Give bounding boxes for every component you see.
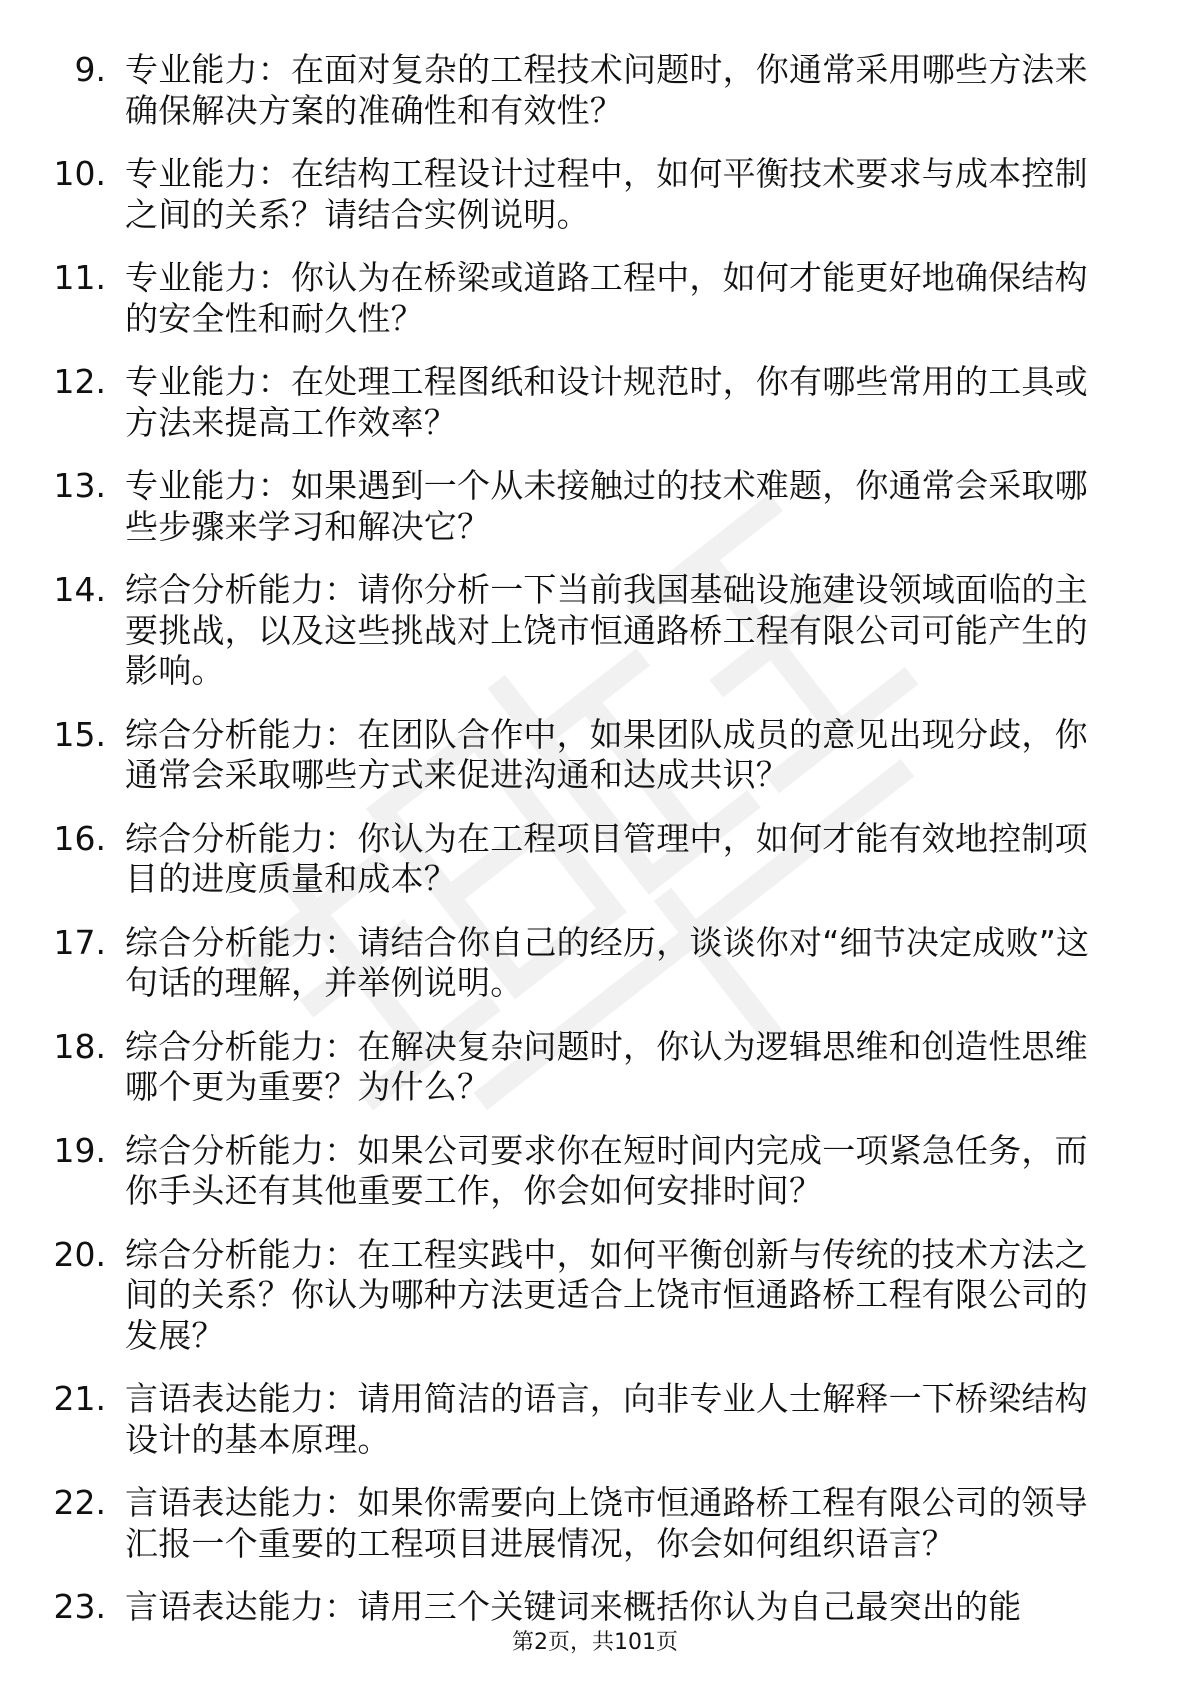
page-number-label: 第2页，共101页: [512, 1630, 678, 1655]
question-number: 23.: [53, 1587, 106, 1626]
question-number: 17.: [53, 922, 106, 962]
question-text: 综合分析能力：请你分析一下当前我国基础设施建设领域面临的主要挑战，以及这些挑战对上饶市恒通路桥工程有限公司可能产生的影响。: [125, 570, 1088, 690]
question-number: 21.: [53, 1379, 106, 1418]
question-number: 19.: [53, 1130, 106, 1170]
question-item: [0, 50, 1190, 131]
question-item: [0, 715, 1190, 796]
question-item: [0, 1379, 1190, 1460]
question-number: 15.: [53, 714, 106, 754]
question-number: 13.: [53, 466, 106, 505]
question-number: 16.: [53, 818, 106, 858]
question-item: [0, 819, 1190, 900]
question-item: [0, 1587, 1190, 1628]
question-number: 11.: [53, 258, 106, 297]
question-text: 专业能力：你认为在桥梁或道路工程中，如何才能更好地确保结构的安全性和耐久性？: [125, 258, 1088, 338]
question-text: 言语表达能力：请用简洁的语言，向非专业人士解释一下桥梁结构设计的基本原理。: [125, 1379, 1088, 1459]
question-text: 综合分析能力：在解决复杂问题时，你认为逻辑思维和创造性思维哪个更为重要？为什么？: [125, 1026, 1088, 1106]
question-item: [0, 1483, 1190, 1564]
question-number: 22.: [53, 1483, 106, 1522]
question-item: [0, 1027, 1190, 1108]
question-text: 综合分析能力：请结合你自己的经历，谈谈你对“细节决定成败”这句话的理解，并举例说明。: [125, 922, 1090, 1002]
question-item: [0, 1131, 1190, 1212]
question-text: 言语表达能力：请用三个关键词来概括你认为自己最突出的能: [125, 1587, 1022, 1626]
question-item: [0, 570, 1190, 692]
question-text: 言语表达能力：如果你需要向上饶市恒通路桥工程有限公司的领导汇报一个重要的工程项目进展情况，你会如何组织语言？: [125, 1483, 1088, 1563]
question-number: 14.: [53, 570, 106, 609]
question-item: [0, 923, 1190, 1004]
question-number: 9.: [74, 50, 106, 89]
question-item: [0, 1235, 1190, 1357]
page-footer: [0, 1628, 1190, 1658]
question-text: 专业能力：在面对复杂的工程技术问题时，你通常采用哪些方法来确保解决方案的准确性和有效性？: [125, 50, 1088, 130]
question-text: 专业能力：在处理工程图纸和设计规范时，你有哪些常用的工具或方法来提高工作效率？: [125, 362, 1088, 442]
question-text: 综合分析能力：在团队合作中，如果团队成员的意见出现分歧，你通常会采取哪些方式来促进沟通和达成共识？: [125, 714, 1088, 794]
question-text: 专业能力：在结构工程设计过程中，如何平衡技术要求与成本控制之间的关系？请结合实例说明。: [125, 154, 1088, 234]
question-item: [0, 466, 1190, 547]
question-text: 综合分析能力：如果公司要求你在短时间内完成一项紧急任务，而你手头还有其他重要工作，你会如何安排时间？: [125, 1130, 1088, 1210]
question-number: 12.: [53, 362, 106, 401]
question-item: [0, 154, 1190, 235]
question-text: 专业能力：如果遇到一个从未接触过的技术难题，你通常会采取哪些步骤来学习和解决它？: [125, 466, 1088, 546]
question-number: 10.: [53, 154, 106, 193]
question-item: [0, 362, 1190, 443]
question-number: 18.: [53, 1026, 106, 1066]
question-item: [0, 258, 1190, 339]
question-number: 20.: [53, 1234, 106, 1274]
question-list: [0, 50, 1190, 1651]
question-text: 综合分析能力：在工程实践中，如何平衡创新与传统的技术方法之间的关系？你认为哪种方法更适合上饶市恒通路桥工程有限公司的发展？: [125, 1234, 1088, 1355]
question-text: 综合分析能力：你认为在工程项目管理中，如何才能有效地控制项目的进度质量和成本？: [125, 818, 1088, 898]
